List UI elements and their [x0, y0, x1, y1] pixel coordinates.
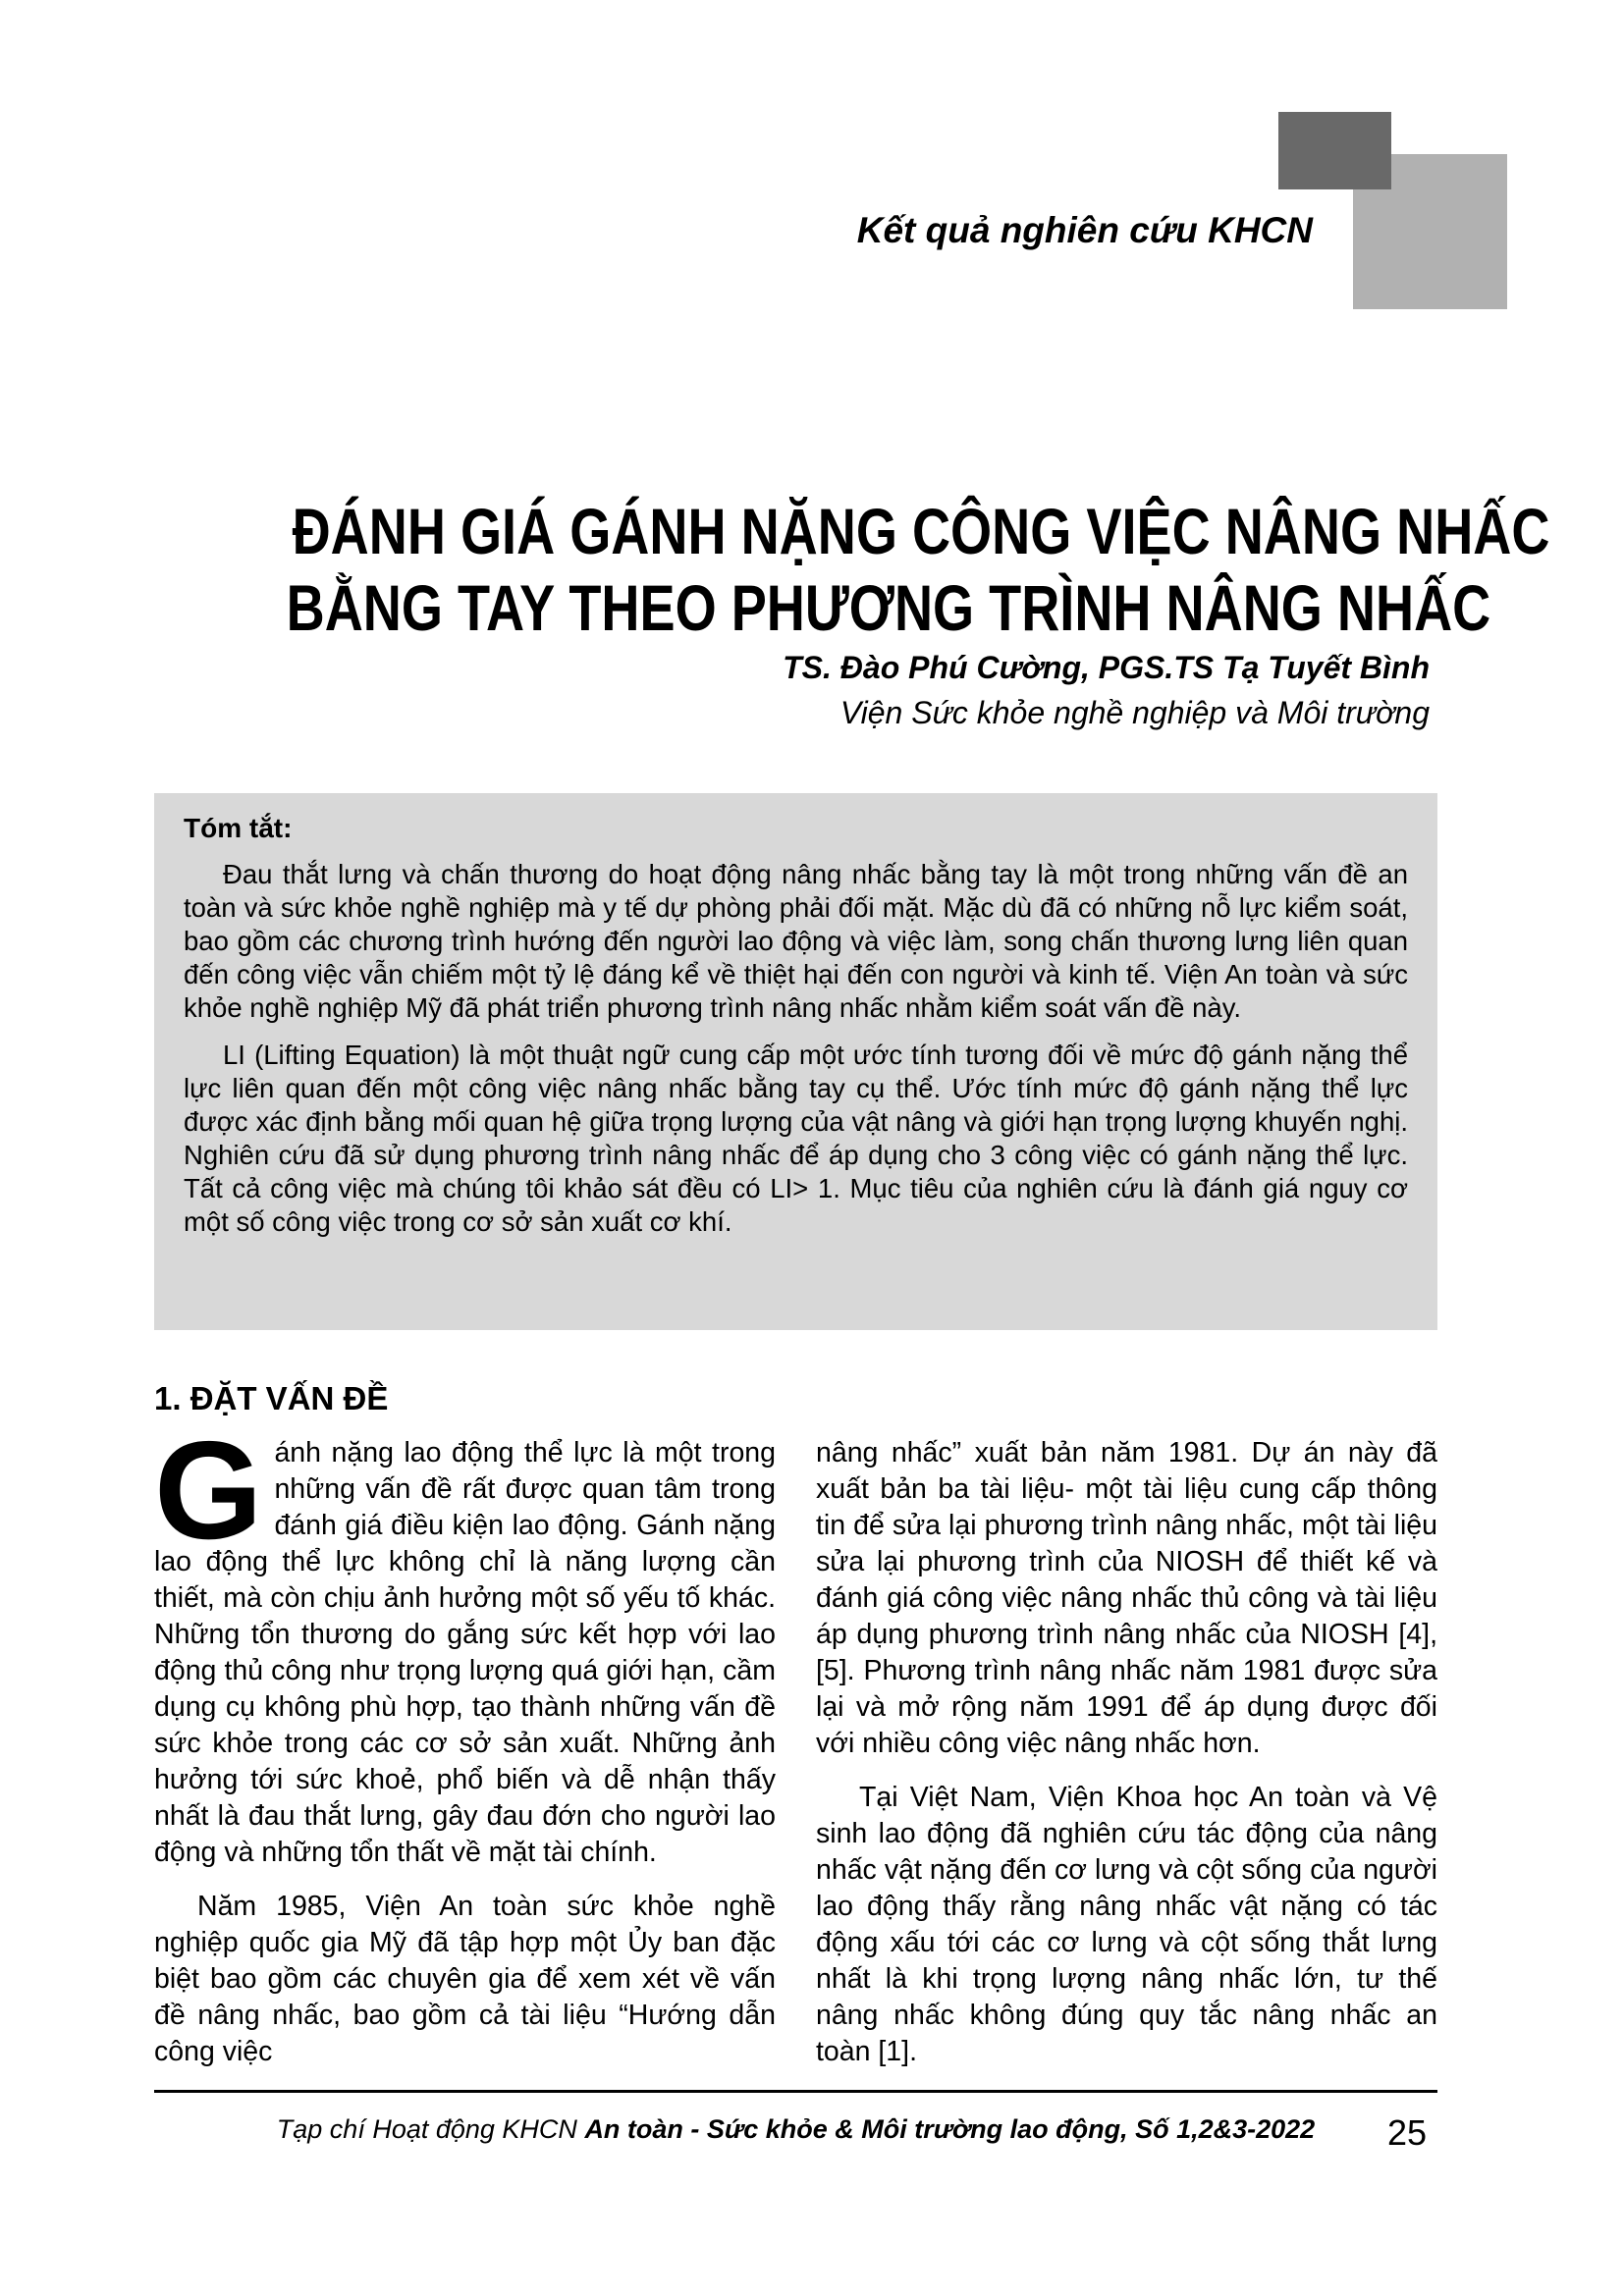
left-column-paragraph-1 — [154, 1413, 776, 1871]
right-column-paragraph-2: Tại Việt Nam, Viện Khoa học An toàn và Vệ sinh lao động đã nghiên cứu tác động của nâng nhấc vật nặng đến cơ lưng và cột sống của người lao động thấy rằng nâng nhấc vật nặng có tác động xấu tới các cơ lưng và cột sống thắt lưng nhất là khi trọng lượng nâng nhấc lớn, tư thế nâng nhấc không đúng quy tắc nâng nhấc an toàn [1]. — [816, 1782, 1437, 2067]
abstract-paragraph-2: LI (Lifting Equation) là một thuật ngữ cung cấp một ước tính tương đối về mức độ gánh nặng thể lực liên quan đến một công việc nâng nhấc bằng tay cụ thể. Ước tính mức độ gánh nặng thể lực được xác định bằng mối quan hệ giữa trọng lượng của vật nâng và giới hạn trọng lượng khuyến nghị. Nghiên cứu đã sử dụng phương trình nâng nhấc để áp dụng cho 3 công việc có gánh nặng thể lực. Tất cả công việc mà chúng tôi khảo sát đều có LI> 1. Mục tiêu của nghiên cứu là đánh giá nguy cơ một số công việc trong cơ sở sản xuất cơ khí. — [184, 1040, 1408, 1237]
footer-journal-name: Tạp chí Hoạt động KHCN — [276, 2114, 585, 2144]
section-kicker: Kết quả nghiên cứu KHCN — [856, 210, 1313, 250]
page-number: 25 — [1386, 2112, 1427, 2153]
footer-journal-line — [154, 2114, 1437, 2145]
footer-divider-rule — [154, 2090, 1437, 2093]
left-paragraph-1-text: ánh nặng lao động thể lực là một trong những vấn đề rất được quan tâm trong đánh giá điều kiện lao động. Gánh nặng lao động thể lực không chỉ là năng lượng cần thiết, mà còn chịu ảnh hưởng một số yếu tố khác. Những tổn thương do gắng sức kết hợp với lao động thủ công như trọng lượng quá giới hạn, cầm dụng cụ không phù hợp, tạo thành những vấn đề sức khỏe trong các cơ sở sản xuất. Những ảnh hưởng tới sức khoẻ, phổ biến và dễ nhận thấy nhất là đau thắt lưng, gây đau đớn cho người lao động và những tổn thất về mặt tài chính. — [154, 1437, 776, 1868]
abstract-label: Tóm tắt: — [184, 813, 293, 843]
abstract-box — [154, 793, 1437, 1330]
dropcap-letter: G — [154, 1413, 263, 1569]
abstract-paragraph-1: Đau thắt lưng và chấn thương do hoạt động nâng nhấc bằng tay là một trong những vấn đề an toàn và sức khỏe nghề nghiệp mà y tế dự phòng phải đối mặt. Mặc dù đã có những nỗ lực kiểm soát, bao gồm các chương trình hướng đến người lao động và việc làm, song chấn thương lưng liên quan đến công việc vẫn chiếm một tỷ lệ đáng kể về thiệt hại đến con người và kinh tế. Viện An toàn và sức khỏe nghề nghiệp Mỹ đã phát triển phương trình nâng nhấc nhằm kiểm soát vấn đề này. — [184, 859, 1408, 1023]
left-column — [154, 1413, 776, 2070]
article-title-line2: BẰNG TAY THEO PHƯƠNG TRÌNH NÂNG NHẤC — [286, 571, 1491, 645]
section-1-heading: 1. ĐẶT VẤN ĐỀ — [154, 1380, 389, 1416]
authors-line: TS. Đào Phú Cường, PGS.TS Tạ Tuyết Bình — [783, 650, 1430, 685]
article-title — [154, 493, 1550, 646]
left-column-paragraph-2: Năm 1985, Viện An toàn sức khỏe nghề nghiệp quốc gia Mỹ đã tập hợp một Ủy ban đặc biệt bao gồm các chuyên gia để xem xét về vấn đề nâng nhấc, bao gồm cả tài liệu “Hướng dẫn công việc — [154, 1891, 776, 2067]
affiliation-line: Viện Sức khỏe nghề nghiệp và Môi trường — [839, 695, 1430, 730]
right-column — [816, 1435, 1437, 2070]
decor-square-dark — [1278, 112, 1391, 189]
article-title-line1: ĐÁNH GIÁ GÁNH NẶNG CÔNG VIỆC NÂNG NHẤC — [292, 495, 1550, 568]
footer-journal-issue: An toàn - Sức khỏe & Môi trường lao động, Số 1,2&3-2022 — [584, 2114, 1316, 2144]
body-columns — [154, 1413, 1437, 2070]
right-column-paragraph-1: nâng nhấc” xuất bản năm 1981. Dự án này đã xuất bản ba tài liệu- một tài liệu cung cấp thông tin để sửa lại phương trình nâng nhấc, một tài liệu sửa lại phương trình của NIOSH để thiết kế và đánh giá công việc nâng nhấc thủ công và tài liệu áp dụng phương trình nâng nhấc của NIOSH [4], [5]. Phương trình nâng nhấc năm 1981 được sửa lại và mở rộng năm 1991 để áp dụng được đối với nhiều công việc nâng nhấc hơn. — [816, 1437, 1437, 1759]
